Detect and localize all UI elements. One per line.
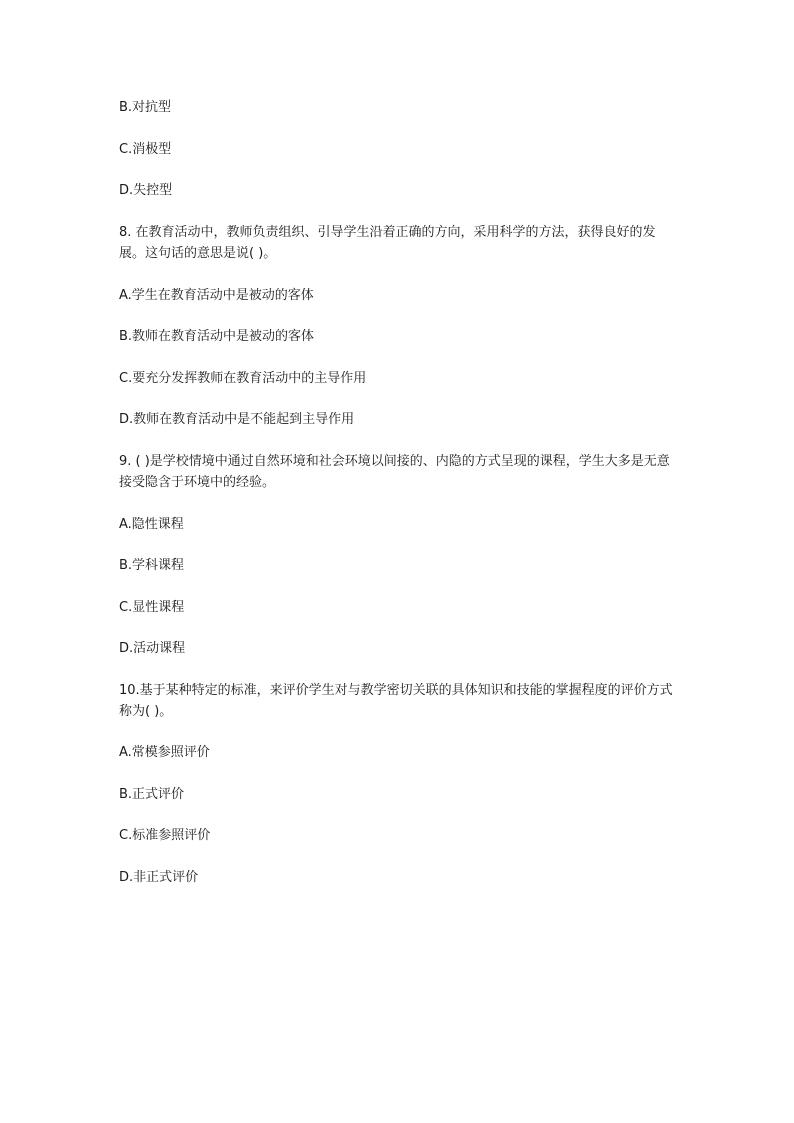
option-q9-c: C.显性课程 [119, 600, 185, 615]
option-q7-d: D.失控型 [119, 183, 173, 198]
option-q7-c: C.消极型 [119, 142, 172, 157]
option-q8-a: A.学生在教育活动中是被动的客体 [119, 288, 314, 303]
option-q9-b: B.学科课程 [119, 558, 185, 573]
question-9: 9. ( )是学校情境中通过自然环境和社会环境以间接的、内隐的方式呈现的课程，学生大多是无意接受隐含于环境中的经验。 [119, 454, 670, 490]
option-q8-c: C.要充分发挥教师在教育活动中的主导作用 [119, 371, 367, 386]
option-q10-a: A.常模参照评价 [119, 745, 210, 760]
option-q9-d: D.活动课程 [119, 641, 186, 656]
option-q10-c: C.标准参照评价 [119, 828, 211, 843]
option-q10-b: B.正式评价 [119, 787, 185, 802]
option-q8-d: D.教师在教育活动中是不能起到主导作用 [119, 412, 355, 427]
question-10: 10.基于某种特定的标准，来评价学生对与教学密切关联的具体知识和技能的掌握程度的评价方式称为( )。 [119, 683, 673, 719]
question-8: 8. 在教育活动中，教师负责组织、引导学生沿着正确的方向，采用科学的方法，获得良好的发展。这句话的意思是说( )。 [119, 225, 656, 261]
option-q10-d: D.非正式评价 [119, 870, 199, 885]
option-q8-b: B.教师在教育活动中是被动的客体 [119, 329, 315, 344]
option-q9-a: A.隐性课程 [119, 517, 184, 532]
option-q7-b: B.对抗型 [119, 100, 172, 115]
